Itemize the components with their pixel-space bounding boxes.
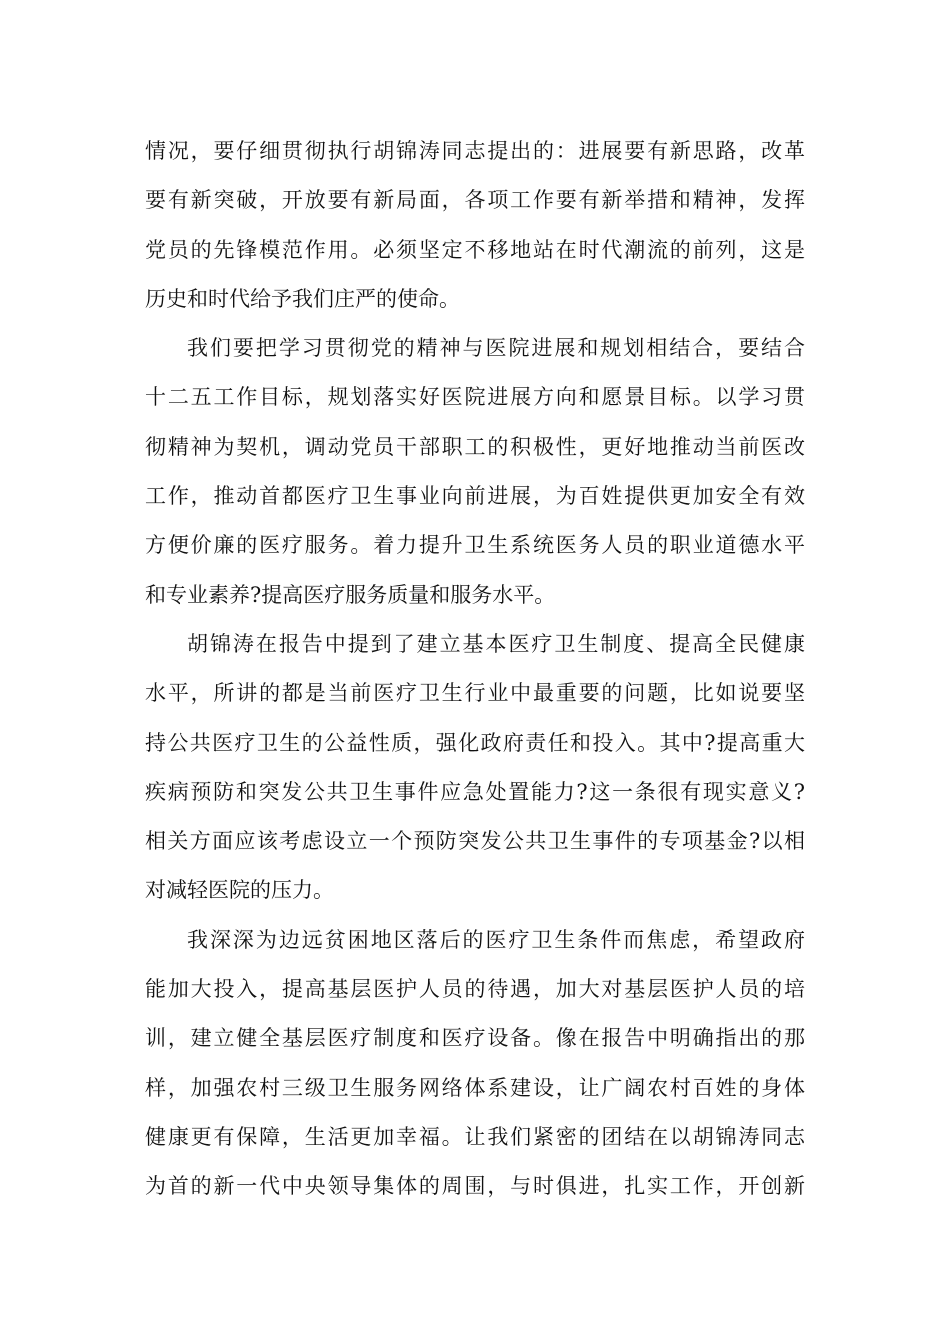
text-line: 我们要把学习贯彻党的精神与医院进展和规划相结合，要结合: [187, 336, 805, 361]
text-line: 胡锦涛在报告中提到了建立基本医疗卫生制度、提高全民健康: [187, 631, 805, 656]
text-line: 相关方面应该考虑设立一个预防突发公共卫生事件的专项基金?以相: [145, 829, 805, 854]
text-line: 为首的新一代中央领导集体的周围，与时俱进，扎实工作，开创新: [145, 1174, 805, 1199]
text-line: 能加大投入，提高基层医护人员的待遇，加大对基层医护人员的培: [145, 977, 805, 1002]
text-line: 工作，推动首都医疗卫生事业向前进展，为百姓提供更加安全有效: [145, 484, 805, 509]
text-line: 彻精神为契机，调动党员干部职工的积极性，更好地推动当前医改: [145, 434, 805, 459]
text-line: 健康更有保障，生活更加幸福。让我们紧密的团结在以胡锦涛同志: [145, 1124, 805, 1149]
text-line: 和专业素养?提高医疗服务质量和服务水平。: [145, 582, 556, 607]
text-line: 对减轻医院的压力。: [145, 878, 334, 903]
document-body: [145, 127, 805, 1212]
text-line: 持公共医疗卫生的公益性质，强化政府责任和投入。其中?提高重大: [145, 730, 805, 755]
text-line: 方便价廉的医疗服务。着力提升卫生系统医务人员的职业道德水平: [145, 533, 805, 558]
text-line: 要有新突破，开放要有新局面，各项工作要有新举措和精神，发挥: [145, 188, 805, 213]
text-line: 训，建立健全基层医疗制度和医疗设备。像在报告中明确指出的那: [145, 1026, 805, 1051]
text-line: 历史和时代给予我们庄严的使命。: [145, 286, 460, 311]
text-line: 十二五工作目标，规划落实好医院进展方向和愿景目标。以学习贯: [145, 385, 805, 410]
text-line: 疾病预防和突发公共卫生事件应急处置能力?这一条很有现实意义?: [145, 779, 805, 804]
text-line: 我深深为边远贫困地区落后的医疗卫生条件而焦虑，希望政府: [187, 927, 805, 952]
text-line: 党员的先锋模范作用。必须坚定不移地站在时代潮流的前列，这是: [145, 237, 805, 262]
text-line: 情况，要仔细贯彻执行胡锦涛同志提出的：进展要有新思路，改革: [145, 139, 805, 163]
text-line: 样，加强农村三级卫生服务网络体系建设，让广阔农村百姓的身体: [145, 1075, 805, 1100]
text-line: 水平，所讲的都是当前医疗卫生行业中最重要的问题，比如说要坚: [145, 681, 805, 706]
